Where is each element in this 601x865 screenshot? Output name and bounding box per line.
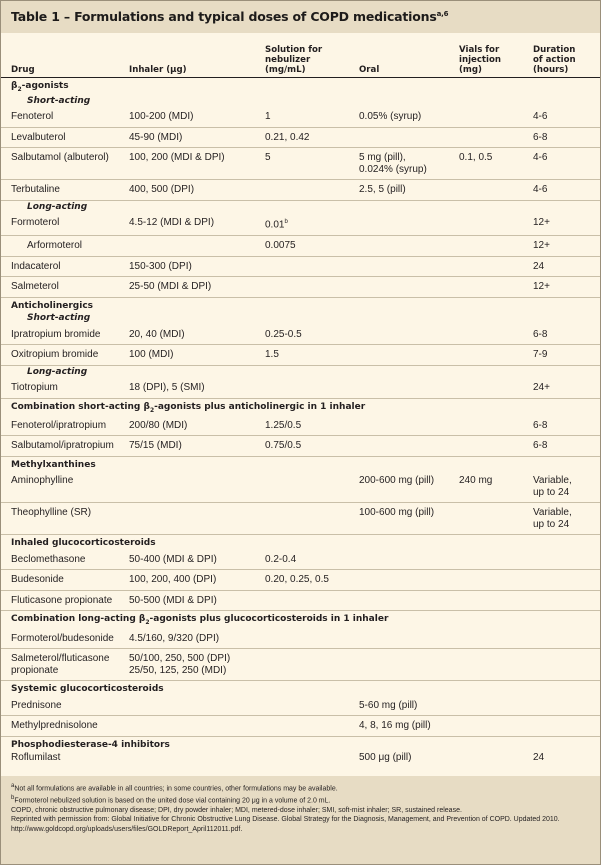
table-row <box>1 236 600 257</box>
subsection-row <box>1 200 600 213</box>
inhaler-dose: 20, 40 (MDI) <box>129 328 185 340</box>
nebulizer-dose <box>265 471 359 503</box>
vials-dose <box>459 325 533 345</box>
table-title <box>1 1 600 33</box>
subsection-row <box>1 312 600 325</box>
duration: 12+ <box>533 217 550 229</box>
oral-dose: 5-60 mg (pill) <box>359 699 418 711</box>
nebulizer-dose: 0.21, 0.42 <box>265 131 310 143</box>
vials-dose <box>459 107 533 127</box>
drug-name: Ipratropium bromide <box>11 328 101 340</box>
table-row <box>1 378 600 398</box>
table-row <box>1 148 600 180</box>
nebulizer-dose: 1.25/0.5 <box>265 419 302 431</box>
header-row <box>1 33 600 77</box>
vials-dose <box>459 378 533 398</box>
col-header-vials: Vials for injection (mg) <box>459 44 502 75</box>
oral-dose <box>359 345 459 366</box>
table-row <box>1 550 600 570</box>
table-row <box>1 471 600 503</box>
nebulizer-dose: 0.75/0.5 <box>265 440 302 452</box>
subsection-row <box>1 95 600 108</box>
footnotes <box>1 776 600 864</box>
inhaler-dose: 100, 200, 400 (DPI) <box>129 574 217 586</box>
vials-dose <box>459 503 533 535</box>
duration: 7-9 <box>533 349 548 361</box>
vials-dose <box>459 590 533 611</box>
vials-dose <box>459 416 533 436</box>
drug-name: Fenoterol/ipratropium <box>11 419 107 431</box>
drug-name: Aminophylline <box>11 475 74 487</box>
oral-dose <box>359 127 459 148</box>
table-row <box>1 416 600 436</box>
section-title-b2-agonists: $\beta_2$-agonists <box>11 80 69 93</box>
section-row <box>1 77 600 95</box>
subsection-long-acting: Long-acting <box>27 366 88 377</box>
nebulizer-dose <box>265 716 359 737</box>
drug-name: Terbutaline <box>11 184 60 196</box>
vials-dose <box>459 236 533 257</box>
section-row <box>1 535 600 550</box>
duration: 4-6 <box>533 152 548 164</box>
col-header-oral: Oral <box>359 64 380 75</box>
inhaler-dose: 100, 200 (MDI & DPI) <box>129 152 225 164</box>
table-row <box>1 107 600 127</box>
vials-dose <box>459 345 533 366</box>
table-row <box>1 127 600 148</box>
duration: 24+ <box>533 382 550 394</box>
vials-dose <box>459 277 533 298</box>
duration: 4-6 <box>533 184 548 196</box>
duration: 24 <box>533 260 545 272</box>
drug-name: Levalbuterol <box>11 131 66 143</box>
vials-dose <box>459 127 533 148</box>
vials-dose <box>459 436 533 457</box>
duration <box>533 629 600 649</box>
oral-dose <box>359 325 459 345</box>
drug-name: Beclomethasone <box>11 553 86 565</box>
drug-name: Budesonide <box>11 574 64 586</box>
nebulizer-dose <box>265 629 359 649</box>
footnote-b: $^b$Formoterol nebulized solution is based on the united dose vial containing 20 μg in a volume of 2.0 mL. <box>11 794 331 805</box>
section-title-systemic-glucocorticosteroids: Systemic glucocorticosteroids <box>11 684 164 695</box>
drug-name: Formoterol/budesonide <box>11 632 114 644</box>
vials-dose <box>459 180 533 201</box>
inhaler-dose: 25-50 (MDI & DPI) <box>129 281 212 293</box>
oral-dose <box>359 550 459 570</box>
nebulizer-dose: 0.2-0.4 <box>265 553 297 565</box>
col-header-inhaler: Inhaler (μg) <box>129 64 187 75</box>
nebulizer-dose <box>265 277 359 298</box>
duration <box>533 716 600 737</box>
subsection-short-acting: Short-acting <box>27 313 91 324</box>
drug-name: Fluticasone propionate <box>11 594 113 606</box>
nebulizer-dose <box>265 649 359 681</box>
table-row <box>1 649 600 681</box>
table-row <box>1 503 600 535</box>
table-row <box>1 277 600 298</box>
section-title-combination-long-acting: Combination long-acting $\beta_2$-agonists plus glucocorticosteroids in 1 inhaler <box>11 614 389 627</box>
oral-dose <box>359 236 459 257</box>
section-row <box>1 398 600 416</box>
duration <box>533 590 600 611</box>
duration: 6-8 <box>533 328 548 340</box>
nebulizer-dose: 5 <box>265 152 271 164</box>
oral-dose <box>359 213 459 235</box>
section-row <box>1 611 600 629</box>
table-title-text: Table 1 – Formulations and typical doses of COPD medications <box>11 9 437 24</box>
vials-dose <box>459 716 533 737</box>
nebulizer-dose <box>265 180 359 201</box>
section-row <box>1 297 600 312</box>
nebulizer-dose <box>265 378 359 398</box>
table-row <box>1 590 600 611</box>
vials-dose <box>459 570 533 591</box>
section-row <box>1 681 600 696</box>
inhaler-dose: 400, 500 (DPI) <box>129 184 195 196</box>
vials-dose: 0.1, 0.5 <box>459 152 493 164</box>
inhaler-dose: 100 (MDI) <box>129 349 174 361</box>
drug-name: Fenoterol <box>11 111 54 123</box>
duration: 6-8 <box>533 419 548 431</box>
section-title-combination-short-acting: Combination short-acting $\beta_2$-agonists plus anticholinergic in 1 inhaler <box>11 401 366 414</box>
vials-dose <box>459 213 533 235</box>
oral-dose <box>359 570 459 591</box>
col-header-duration: Duration of action (hours) <box>533 44 576 75</box>
inhaler-dose <box>129 471 265 503</box>
duration: 12+ <box>533 281 550 293</box>
inhaler-dose <box>129 236 265 257</box>
oral-dose: 200-600 mg (pill) <box>359 475 435 487</box>
section-title-inhaled-glucocorticosteroids: Inhaled glucocorticosteroids <box>11 538 156 549</box>
nebulizer-dose: 0.01$^b$ <box>265 219 288 231</box>
table-row <box>1 325 600 345</box>
table-row <box>1 213 600 235</box>
inhaler-dose <box>129 696 265 716</box>
nebulizer-dose <box>265 503 359 535</box>
inhaler-dose: 50-500 (MDI & DPI) <box>129 594 217 606</box>
nebulizer-dose: 0.25-0.5 <box>265 328 302 340</box>
section-title-methylxanthines: Methylxanthines <box>11 459 96 470</box>
table-row <box>1 256 600 277</box>
nebulizer-dose <box>265 696 359 716</box>
oral-dose <box>359 590 459 611</box>
subsection-short-acting: Short-acting <box>27 95 91 106</box>
duration <box>533 649 600 681</box>
oral-dose: 2.5, 5 (pill) <box>359 184 406 196</box>
inhaler-dose: 4.5/160, 9/320 (DPI) <box>129 632 220 644</box>
oral-dose <box>359 649 459 681</box>
drug-name: Roflumilast <box>11 752 61 764</box>
drug-name: Arformoterol <box>27 240 83 252</box>
drug-name: Salmeterol <box>11 281 59 293</box>
oral-dose <box>359 378 459 398</box>
drug-name: Indacaterol <box>11 260 61 272</box>
subsection-row <box>1 365 600 378</box>
nebulizer-dose: 1 <box>265 111 271 123</box>
inhaler-dose: 4.5-12 (MDI & DPI) <box>129 217 215 229</box>
duration: Variable, up to 24 <box>533 507 572 530</box>
col-header-nebulizer: Solution for nebulizer (mg/mL) <box>265 44 323 75</box>
footnote-abbreviations: COPD, chronic obstructive pulmonary disease; DPI, dry powder inhaler; MDI, metered-dose inhaler; SMI, soft-mist inhaler; SR, sustained release. <box>11 806 462 814</box>
inhaler-dose: 18 (DPI), 5 (SMI) <box>129 382 205 394</box>
nebulizer-dose: 0.20, 0.25, 0.5 <box>265 574 329 586</box>
medications-table <box>1 33 600 764</box>
oral-dose <box>359 629 459 649</box>
duration: 6-8 <box>533 440 548 452</box>
oral-dose <box>359 436 459 457</box>
inhaler-dose: 50-400 (MDI & DPI) <box>129 553 217 565</box>
table-row <box>1 629 600 649</box>
vials-dose <box>459 629 533 649</box>
vials-dose <box>459 696 533 716</box>
duration: Variable, up to 24 <box>533 475 572 498</box>
inhaler-dose <box>129 716 265 737</box>
inhaler-dose <box>129 503 265 535</box>
inhaler-dose: 50/100, 250, 500 (DPI) 25/50, 125, 250 (MDI) <box>129 653 231 676</box>
oral-dose <box>359 256 459 277</box>
oral-dose: 0.05% (syrup) <box>359 111 422 123</box>
subsection-long-acting: Long-acting <box>27 201 88 212</box>
oral-dose: 4, 8, 16 mg (pill) <box>359 720 431 732</box>
inhaler-dose: 100-200 (MDI) <box>129 111 194 123</box>
inhaler-dose: 45-90 (MDI) <box>129 131 183 143</box>
table-row <box>1 345 600 366</box>
duration <box>533 696 600 716</box>
drug-name: Theophylline (SR) <box>11 507 92 519</box>
duration: 4-6 <box>533 111 548 123</box>
drug-name: Tiotropium <box>11 382 58 394</box>
nebulizer-dose: 1.5 <box>265 349 279 361</box>
nebulizer-dose <box>265 256 359 277</box>
table-row <box>1 570 600 591</box>
title-superscript: a,6 <box>436 9 449 18</box>
oral-dose: 100-600 mg (pill) <box>359 507 435 519</box>
col-header-drug: Drug <box>11 64 35 75</box>
duration <box>533 570 600 591</box>
nebulizer-dose <box>265 751 359 764</box>
table-row <box>1 180 600 201</box>
section-row <box>1 736 600 751</box>
inhaler-dose: 75/15 (MDI) <box>129 440 182 452</box>
vials-dose <box>459 751 533 764</box>
duration <box>533 550 600 570</box>
section-title-anticholinergics: Anticholinergics <box>11 300 94 311</box>
drug-name: Oxitropium bromide <box>11 349 99 361</box>
table-row <box>1 436 600 457</box>
table-row <box>1 751 600 764</box>
vials-dose <box>459 256 533 277</box>
section-row <box>1 456 600 471</box>
table-row <box>1 696 600 716</box>
inhaler-dose: 200/80 (MDI) <box>129 419 188 431</box>
duration: 6-8 <box>533 131 548 143</box>
vials-dose: 240 mg <box>459 475 493 487</box>
inhaler-dose: 150-300 (DPI) <box>129 260 192 272</box>
oral-dose: 500 μg (pill) <box>359 752 412 764</box>
duration: 12+ <box>533 240 550 252</box>
section-title-pde4-inhibitors: Phosphodiesterase-4 inhibitors <box>11 739 170 750</box>
nebulizer-dose <box>265 590 359 611</box>
oral-dose <box>359 416 459 436</box>
duration: 24 <box>533 752 545 764</box>
footnote-a: $^a$Not all formulations are available in all countries; in some countries, other formulations may be available. <box>11 783 338 793</box>
inhaler-dose <box>129 751 265 764</box>
drug-name: Salbutamol (albuterol) <box>11 152 109 164</box>
oral-dose: 5 mg (pill), 0.024% (syrup) <box>359 152 427 175</box>
drug-name: Salbutamol/ipratropium <box>11 440 114 452</box>
table-row <box>1 716 600 737</box>
drug-name: Prednisone <box>11 699 62 711</box>
vials-dose <box>459 550 533 570</box>
drug-name: Formoterol <box>11 217 60 229</box>
drug-name: Salmeterol/fluticasone propionate <box>11 653 110 676</box>
nebulizer-dose: 0.0075 <box>265 240 296 252</box>
vials-dose <box>459 649 533 681</box>
footnote-reprint: Reprinted with permission from: Global Initiative for Chronic Obstructive Lung Disease. Global Strategy for the Diagnosis, Management, and Prevention of COPD. Updated 2010. http://www.goldcopd.org/uploads/users/files/GOLDReport_April112011.pdf. <box>11 816 560 834</box>
oral-dose <box>359 277 459 298</box>
drug-name: Methylprednisolone <box>11 720 98 732</box>
